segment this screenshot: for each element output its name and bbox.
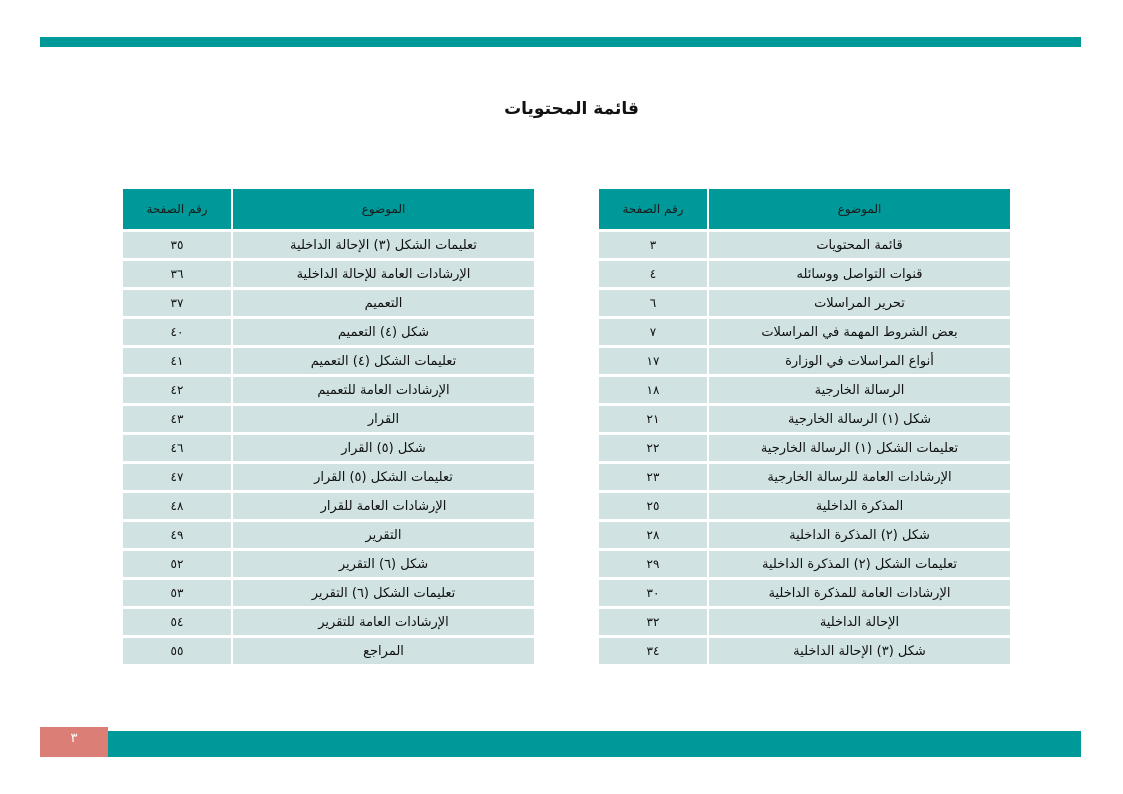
toc-table-right bbox=[599, 189, 1010, 664]
table-row bbox=[123, 318, 534, 347]
table-row bbox=[123, 521, 534, 550]
page-title: قائمة المحتويات bbox=[504, 99, 639, 119]
subject-cell: التعميم bbox=[232, 289, 534, 318]
page-number-cell: ٢٩ bbox=[599, 550, 708, 579]
table-row bbox=[123, 434, 534, 463]
page-number-cell: ٢٣ bbox=[599, 463, 708, 492]
page-number-cell: ٣٤ bbox=[599, 637, 708, 665]
subject-cell: الإرشادات العامة للمذكرة الداخلية bbox=[708, 579, 1010, 608]
page-number-cell: ٥٥ bbox=[123, 637, 232, 665]
table-row bbox=[123, 550, 534, 579]
page-number-cell: ٢٢ bbox=[599, 434, 708, 463]
toc-table-left bbox=[123, 189, 534, 664]
subject-cell: المراجع bbox=[232, 637, 534, 665]
subject-cell: شكل (٢) المذكرة الداخلية bbox=[708, 521, 1010, 550]
page-number-cell: ١٨ bbox=[599, 376, 708, 405]
page-number-cell: ٢٥ bbox=[599, 492, 708, 521]
table-row bbox=[599, 463, 1010, 492]
subject-cell: أنواع المراسلات في الوزارة bbox=[708, 347, 1010, 376]
page-number-cell: ٣٥ bbox=[123, 231, 232, 260]
subject-cell: بعض الشروط المهمة في المراسلات bbox=[708, 318, 1010, 347]
table-row bbox=[599, 318, 1010, 347]
subject-cell: تحرير المراسلات bbox=[708, 289, 1010, 318]
subject-cell: الإرشادات العامة للتعميم bbox=[232, 376, 534, 405]
table-row bbox=[599, 579, 1010, 608]
table-row bbox=[123, 463, 534, 492]
subject-cell: تعليمات الشكل (١) الرسالة الخارجية bbox=[708, 434, 1010, 463]
subject-cell: تعليمات الشكل (٢) المذكرة الداخلية bbox=[708, 550, 1010, 579]
table-row bbox=[123, 289, 534, 318]
subject-cell: تعليمات الشكل (٦) التقرير bbox=[232, 579, 534, 608]
table-row bbox=[123, 376, 534, 405]
table-row bbox=[123, 637, 534, 665]
table-header-row bbox=[599, 189, 1010, 231]
table-row bbox=[123, 608, 534, 637]
page-number-cell: ٤٣ bbox=[123, 405, 232, 434]
table-row bbox=[599, 347, 1010, 376]
table-row bbox=[599, 608, 1010, 637]
table-row bbox=[599, 231, 1010, 260]
page-number-cell: ٤٨ bbox=[123, 492, 232, 521]
page-number-cell: ٤٧ bbox=[123, 463, 232, 492]
subject-cell: الرسالة الخارجية bbox=[708, 376, 1010, 405]
page-number-cell: ٥٤ bbox=[123, 608, 232, 637]
page-column-header: رقم الصفحة bbox=[123, 189, 232, 231]
page-number-cell: ٣٧ bbox=[123, 289, 232, 318]
table-row bbox=[599, 492, 1010, 521]
page-number-cell: ٤٠ bbox=[123, 318, 232, 347]
top-accent-bar bbox=[40, 37, 1081, 47]
subject-cell: التقرير bbox=[232, 521, 534, 550]
page-number-cell: ٥٢ bbox=[123, 550, 232, 579]
page-number-cell: ٤ bbox=[599, 260, 708, 289]
table-row bbox=[599, 434, 1010, 463]
subject-cell: المذكرة الداخلية bbox=[708, 492, 1010, 521]
subject-cell: الإرشادات العامة للإحالة الداخلية bbox=[232, 260, 534, 289]
page-number-cell: ٢١ bbox=[599, 405, 708, 434]
subject-cell: شكل (٤) التعميم bbox=[232, 318, 534, 347]
page-number-cell: ٧ bbox=[599, 318, 708, 347]
page-number-cell: ٣ bbox=[599, 231, 708, 260]
table-row bbox=[123, 405, 534, 434]
subject-cell: الإحالة الداخلية bbox=[708, 608, 1010, 637]
table-row bbox=[599, 289, 1010, 318]
table-header-row bbox=[123, 189, 534, 231]
page-number-cell: ٣٠ bbox=[599, 579, 708, 608]
subject-cell: قائمة المحتويات bbox=[708, 231, 1010, 260]
table-row bbox=[599, 405, 1010, 434]
page-number-badge: ٣ bbox=[40, 727, 108, 757]
table-row bbox=[599, 521, 1010, 550]
subject-column-header: الموضوع bbox=[708, 189, 1010, 231]
subject-cell: تعليمات الشكل (٥) القرار bbox=[232, 463, 534, 492]
subject-cell: تعليمات الشكل (٤) التعميم bbox=[232, 347, 534, 376]
subject-cell: الإرشادات العامة للتقرير bbox=[232, 608, 534, 637]
table-row bbox=[123, 231, 534, 260]
page-number-cell: ٤٢ bbox=[123, 376, 232, 405]
subject-cell: تعليمات الشكل (٣) الإحالة الداخلية bbox=[232, 231, 534, 260]
table-row bbox=[599, 637, 1010, 665]
table-row bbox=[599, 376, 1010, 405]
page-number-cell: ٦ bbox=[599, 289, 708, 318]
subject-cell: شكل (٦) التقرير bbox=[232, 550, 534, 579]
table-row bbox=[599, 550, 1010, 579]
page-column-header: رقم الصفحة bbox=[599, 189, 708, 231]
page-number-cell: ٢٨ bbox=[599, 521, 708, 550]
page-number-cell: ٥٣ bbox=[123, 579, 232, 608]
page-number-cell: ٤١ bbox=[123, 347, 232, 376]
page-number-cell: ٣٢ bbox=[599, 608, 708, 637]
subject-cell: الإرشادات العامة للقرار bbox=[232, 492, 534, 521]
bottom-accent-bar bbox=[108, 731, 1081, 757]
page-number-cell: ٤٦ bbox=[123, 434, 232, 463]
page-number-cell: ٤٩ bbox=[123, 521, 232, 550]
table-row bbox=[123, 492, 534, 521]
subject-cell: شكل (٣) الإحالة الداخلية bbox=[708, 637, 1010, 665]
table-row bbox=[123, 579, 534, 608]
subject-cell: شكل (٥) القرار bbox=[232, 434, 534, 463]
subject-cell: شكل (١) الرسالة الخارجية bbox=[708, 405, 1010, 434]
subject-cell: قنوات التواصل ووسائله bbox=[708, 260, 1010, 289]
table-row bbox=[599, 260, 1010, 289]
subject-cell: القرار bbox=[232, 405, 534, 434]
table-row bbox=[123, 260, 534, 289]
page-number-cell: ١٧ bbox=[599, 347, 708, 376]
table-row bbox=[123, 347, 534, 376]
page-number-cell: ٣٦ bbox=[123, 260, 232, 289]
subject-column-header: الموضوع bbox=[232, 189, 534, 231]
subject-cell: الإرشادات العامة للرسالة الخارجية bbox=[708, 463, 1010, 492]
